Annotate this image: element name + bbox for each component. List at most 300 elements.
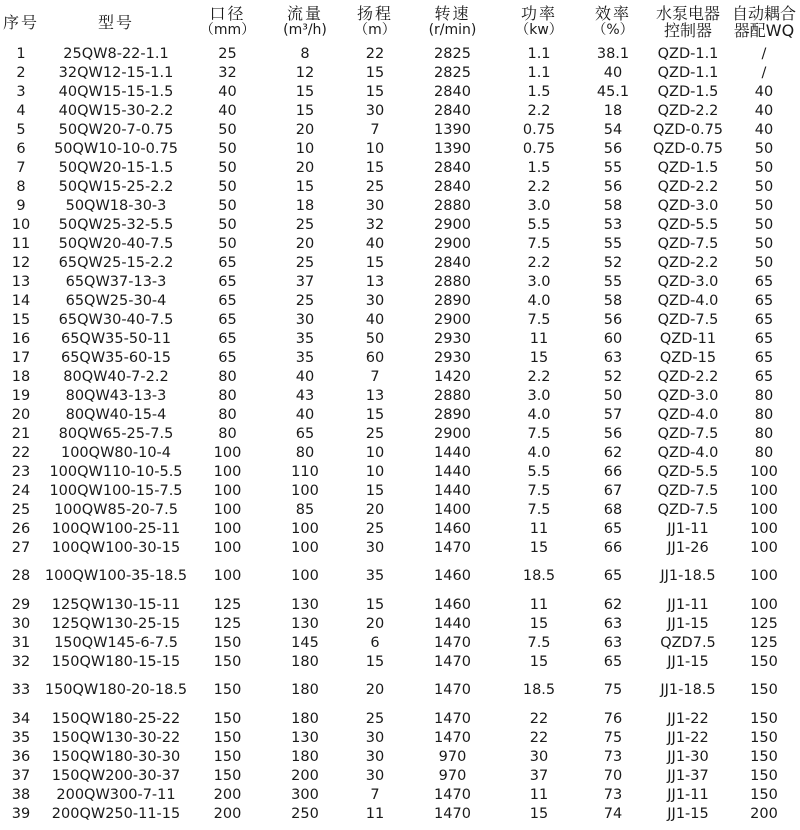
index-cell: 1 bbox=[16, 45, 26, 62]
flow-cell: 130 bbox=[291, 596, 319, 613]
coupling-cell: 65 bbox=[754, 368, 774, 385]
controller-cell: QZD-7.5 bbox=[657, 482, 719, 499]
flow-cell: 37 bbox=[295, 273, 315, 290]
efficiency-cell: 55 bbox=[603, 235, 623, 252]
controller-cell: QZD-2.2 bbox=[657, 368, 719, 385]
power-cell: 3.0 bbox=[527, 197, 551, 214]
index-cell: 33 bbox=[11, 682, 31, 698]
head-cell: 30 bbox=[365, 767, 385, 784]
caliber-cell: 50 bbox=[218, 140, 237, 157]
coupling-cell: 80 bbox=[754, 444, 774, 461]
model-cell: 32QW12-15-1.1 bbox=[58, 64, 174, 81]
caliber-cell: 200 bbox=[213, 805, 242, 822]
flow-cell: 35 bbox=[295, 349, 315, 366]
efficiency-cell: 56 bbox=[603, 178, 623, 195]
speed-cell: 1440 bbox=[434, 463, 471, 480]
speed-cell: 2890 bbox=[434, 406, 471, 423]
power-cell: 7.5 bbox=[527, 501, 551, 518]
index-cell: 29 bbox=[11, 596, 31, 613]
caliber-cell: 65 bbox=[218, 330, 237, 347]
head-cell: 13 bbox=[365, 387, 385, 404]
flow-cell: 20 bbox=[295, 121, 315, 138]
controller-cell: QZD-7.5 bbox=[657, 235, 719, 252]
caliber-cell: 65 bbox=[218, 273, 237, 290]
controller-cell: QZD-7.5 bbox=[657, 425, 719, 442]
model-cell: 40QW15-30-2.2 bbox=[58, 102, 174, 119]
table-row bbox=[0, 747, 800, 766]
controller-cell: QZD-11 bbox=[659, 330, 717, 347]
index-cell: 8 bbox=[16, 178, 26, 195]
head-cell: 7 bbox=[370, 121, 380, 138]
flow-cell: 15 bbox=[295, 102, 315, 119]
caliber-cell: 50 bbox=[218, 216, 237, 233]
col-header-label: 型号 bbox=[97, 12, 134, 32]
col-header-label: 功率 bbox=[520, 4, 557, 23]
head-cell: 25 bbox=[365, 520, 385, 537]
caliber-cell: 25 bbox=[218, 45, 237, 62]
controller-cell: QZD-2.2 bbox=[657, 254, 719, 271]
efficiency-cell: 60 bbox=[603, 330, 623, 347]
table-row bbox=[0, 63, 800, 82]
index-cell: 32 bbox=[11, 653, 31, 670]
efficiency-cell: 65 bbox=[603, 520, 623, 537]
index-cell: 4 bbox=[16, 102, 26, 119]
coupling-cell: 50 bbox=[754, 159, 774, 176]
power-cell: 1.1 bbox=[527, 64, 551, 81]
efficiency-cell: 75 bbox=[603, 682, 623, 698]
table-row bbox=[0, 310, 800, 329]
flow-cell: 10 bbox=[295, 140, 315, 157]
speed-cell: 2930 bbox=[434, 349, 471, 366]
head-cell: 15 bbox=[365, 254, 385, 271]
caliber-cell: 80 bbox=[218, 387, 237, 404]
power-cell: 7.5 bbox=[527, 311, 551, 328]
flow-cell: 20 bbox=[295, 235, 315, 252]
index-cell: 23 bbox=[11, 463, 31, 480]
coupling-cell: 80 bbox=[754, 387, 774, 404]
speed-cell: 2880 bbox=[434, 273, 471, 290]
caliber-cell: 40 bbox=[218, 83, 237, 100]
coupling-cell: 100 bbox=[750, 501, 778, 518]
flow-cell: 40 bbox=[295, 406, 315, 423]
speed-cell: 1440 bbox=[434, 615, 471, 632]
model-cell: 200QW300-7-11 bbox=[56, 786, 176, 803]
head-cell: 40 bbox=[365, 235, 385, 252]
power-cell: 5.5 bbox=[527, 463, 551, 480]
controller-cell: JJ1-26 bbox=[667, 539, 709, 556]
col-header-unit: （m） bbox=[354, 22, 396, 38]
flow-cell: 25 bbox=[295, 292, 315, 309]
caliber-cell: 100 bbox=[213, 444, 242, 461]
coupling-cell: 40 bbox=[754, 102, 774, 119]
controller-cell: QZD7.5 bbox=[660, 634, 716, 651]
model-cell: 65QW25-15-2.2 bbox=[58, 254, 174, 271]
speed-cell: 970 bbox=[438, 748, 467, 765]
flow-cell: 100 bbox=[291, 539, 319, 556]
head-cell: 30 bbox=[365, 102, 385, 119]
caliber-cell: 100 bbox=[213, 520, 242, 537]
speed-cell: 1460 bbox=[434, 596, 471, 613]
model-cell: 125QW130-15-11 bbox=[51, 596, 181, 613]
model-cell: 150QW130-30-22 bbox=[51, 729, 181, 746]
controller-cell: QZD-4.0 bbox=[657, 406, 719, 423]
model-cell: 200QW250-11-15 bbox=[51, 805, 181, 822]
head-cell: 60 bbox=[365, 349, 385, 366]
head-cell: 15 bbox=[365, 596, 385, 613]
controller-cell: QZD-1.1 bbox=[657, 45, 719, 62]
head-cell: 30 bbox=[365, 539, 385, 556]
table-row bbox=[0, 785, 800, 804]
table-row bbox=[0, 272, 800, 291]
head-cell: 15 bbox=[365, 64, 385, 81]
speed-cell: 2840 bbox=[434, 159, 471, 176]
model-cell: 150QW180-20-18.5 bbox=[44, 682, 188, 698]
coupling-cell: 150 bbox=[750, 710, 778, 727]
flow-cell: 180 bbox=[291, 710, 319, 727]
power-cell: 2.2 bbox=[527, 254, 551, 271]
model-cell: 50QW20-15-1.5 bbox=[58, 159, 174, 176]
model-cell: 40QW15-15-1.5 bbox=[58, 83, 174, 100]
coupling-cell: 200 bbox=[750, 805, 778, 822]
caliber-cell: 50 bbox=[218, 235, 237, 252]
efficiency-cell: 54 bbox=[603, 121, 623, 138]
head-cell: 15 bbox=[365, 482, 385, 499]
model-cell: 65QW35-50-11 bbox=[60, 330, 172, 347]
caliber-cell: 150 bbox=[213, 634, 242, 651]
power-cell: 7.5 bbox=[527, 634, 551, 651]
caliber-cell: 100 bbox=[213, 482, 242, 499]
coupling-cell: 100 bbox=[750, 520, 778, 537]
speed-cell: 1470 bbox=[434, 805, 471, 822]
flow-cell: 25 bbox=[295, 254, 315, 271]
speed-cell: 2900 bbox=[434, 425, 471, 442]
coupling-cell: 150 bbox=[750, 748, 778, 765]
controller-cell: QZD-4.0 bbox=[657, 292, 719, 309]
controller-cell: JJ1-30 bbox=[667, 748, 709, 765]
caliber-cell: 200 bbox=[213, 786, 242, 803]
controller-cell: JJ1-11 bbox=[667, 596, 709, 613]
flow-cell: 40 bbox=[295, 368, 315, 385]
col-header-label: 效率 bbox=[594, 4, 631, 23]
speed-cell: 1460 bbox=[434, 520, 471, 537]
efficiency-cell: 65 bbox=[603, 568, 623, 584]
model-cell: 65QW37-13-3 bbox=[65, 273, 167, 290]
power-cell: 15 bbox=[529, 805, 549, 822]
power-cell: 15 bbox=[529, 653, 549, 670]
speed-cell: 2840 bbox=[434, 83, 471, 100]
table-row bbox=[0, 709, 800, 728]
speed-cell: 1470 bbox=[434, 710, 471, 727]
table-row bbox=[0, 519, 800, 538]
speed-cell: 2890 bbox=[434, 292, 471, 309]
power-cell: 18.5 bbox=[522, 568, 556, 584]
speed-cell: 1390 bbox=[434, 121, 471, 138]
caliber-cell: 150 bbox=[213, 767, 242, 784]
flow-cell: 100 bbox=[291, 568, 319, 584]
controller-cell: JJ1-22 bbox=[667, 729, 709, 746]
col-header-label: 序号 bbox=[2, 12, 39, 32]
table-row bbox=[0, 766, 800, 785]
flow-cell: 180 bbox=[291, 682, 319, 698]
power-cell: 4.0 bbox=[527, 406, 551, 423]
table-row bbox=[0, 443, 800, 462]
coupling-cell: 50 bbox=[754, 178, 774, 195]
controller-cell: JJ1-18.5 bbox=[660, 568, 716, 584]
col-header-unit: (m³/h) bbox=[283, 22, 327, 38]
index-cell: 24 bbox=[11, 482, 31, 499]
col-header-efficiency bbox=[578, 0, 648, 44]
index-cell: 17 bbox=[11, 349, 31, 366]
col-header-unit: （%） bbox=[592, 22, 634, 38]
controller-cell: JJ1-15 bbox=[667, 615, 709, 632]
index-cell: 7 bbox=[16, 159, 26, 176]
coupling-cell: 150 bbox=[750, 786, 778, 803]
index-cell: 5 bbox=[16, 121, 26, 138]
model-cell: 25QW8-22-1.1 bbox=[63, 45, 169, 62]
head-cell: 30 bbox=[365, 292, 385, 309]
table-row bbox=[0, 44, 800, 63]
col-header-label: 自动耦合 bbox=[731, 4, 796, 23]
head-cell: 15 bbox=[365, 406, 385, 423]
caliber-cell: 80 bbox=[218, 425, 237, 442]
col-header-speed bbox=[405, 0, 500, 44]
table-row bbox=[0, 424, 800, 443]
flow-cell: 200 bbox=[291, 767, 319, 784]
index-cell: 6 bbox=[16, 140, 26, 157]
speed-cell: 2900 bbox=[434, 311, 471, 328]
table-row bbox=[0, 614, 800, 633]
caliber-cell: 80 bbox=[218, 406, 237, 423]
efficiency-cell: 65 bbox=[603, 653, 623, 670]
flow-cell: 180 bbox=[291, 748, 319, 765]
table-row bbox=[0, 633, 800, 652]
speed-cell: 2900 bbox=[434, 216, 471, 233]
controller-cell: JJ1-11 bbox=[667, 786, 709, 803]
caliber-cell: 150 bbox=[213, 682, 242, 698]
col-header-label: 口径 bbox=[209, 4, 246, 23]
coupling-cell: 65 bbox=[754, 330, 774, 347]
table-row bbox=[0, 215, 800, 234]
col-header-index bbox=[0, 0, 42, 44]
flow-cell: 110 bbox=[291, 463, 319, 480]
efficiency-cell: 45.1 bbox=[596, 83, 630, 100]
controller-cell: JJ1-11 bbox=[667, 520, 709, 537]
index-cell: 3 bbox=[16, 83, 26, 100]
model-cell: 50QW20-7-0.75 bbox=[58, 121, 174, 138]
head-cell: 25 bbox=[365, 178, 385, 195]
efficiency-cell: 74 bbox=[603, 805, 623, 822]
col-header-unit: （mm） bbox=[199, 22, 256, 38]
controller-cell: QZD-5.5 bbox=[657, 463, 719, 480]
caliber-cell: 50 bbox=[218, 178, 237, 195]
controller-cell: JJ1-18.5 bbox=[660, 682, 716, 698]
model-cell: 65QW35-60-15 bbox=[60, 349, 172, 366]
caliber-cell: 32 bbox=[218, 64, 237, 81]
speed-cell: 2880 bbox=[434, 387, 471, 404]
speed-cell: 1470 bbox=[434, 653, 471, 670]
model-cell: 150QW200-30-37 bbox=[51, 767, 181, 784]
efficiency-cell: 62 bbox=[603, 444, 623, 461]
flow-cell: 12 bbox=[295, 64, 315, 81]
caliber-cell: 125 bbox=[213, 596, 242, 613]
controller-cell: QZD-1.5 bbox=[657, 83, 719, 100]
model-cell: 50QW15-25-2.2 bbox=[58, 178, 174, 195]
head-cell: 40 bbox=[365, 311, 385, 328]
speed-cell: 1470 bbox=[434, 786, 471, 803]
col-header-unit: （kw） bbox=[515, 22, 563, 38]
head-cell: 10 bbox=[365, 444, 385, 461]
head-cell: 15 bbox=[365, 83, 385, 100]
model-cell: 100QW100-15-7.5 bbox=[49, 482, 183, 499]
col-header-caliber bbox=[190, 0, 265, 44]
coupling-cell: 100 bbox=[750, 568, 778, 584]
model-cell: 80QW43-13-3 bbox=[65, 387, 167, 404]
speed-cell: 2840 bbox=[434, 254, 471, 271]
coupling-cell: 80 bbox=[754, 406, 774, 423]
power-cell: 11 bbox=[529, 786, 549, 803]
controller-cell: QZD-3.0 bbox=[657, 273, 719, 290]
efficiency-cell: 56 bbox=[603, 311, 623, 328]
flow-cell: 18 bbox=[295, 197, 315, 214]
caliber-cell: 50 bbox=[218, 197, 237, 214]
speed-cell: 2880 bbox=[434, 197, 471, 214]
table-row bbox=[0, 291, 800, 310]
efficiency-cell: 73 bbox=[603, 748, 623, 765]
coupling-cell: 50 bbox=[754, 197, 774, 214]
table-row bbox=[0, 481, 800, 500]
efficiency-cell: 55 bbox=[603, 159, 623, 176]
table-row bbox=[0, 462, 800, 481]
index-cell: 21 bbox=[11, 425, 31, 442]
index-cell: 37 bbox=[11, 767, 31, 784]
table-row bbox=[0, 158, 800, 177]
efficiency-cell: 57 bbox=[603, 406, 623, 423]
flow-cell: 25 bbox=[295, 216, 315, 233]
flow-cell: 8 bbox=[300, 45, 310, 62]
efficiency-cell: 52 bbox=[603, 368, 623, 385]
table-row bbox=[0, 367, 800, 386]
controller-cell: JJ1-37 bbox=[667, 767, 709, 784]
coupling-cell: 150 bbox=[750, 653, 778, 670]
controller-cell: JJ1-22 bbox=[667, 710, 709, 727]
table-row bbox=[0, 253, 800, 272]
table-row bbox=[0, 728, 800, 747]
caliber-cell: 65 bbox=[218, 292, 237, 309]
efficiency-cell: 62 bbox=[603, 596, 623, 613]
flow-cell: 43 bbox=[295, 387, 315, 404]
head-cell: 10 bbox=[365, 140, 385, 157]
flow-cell: 20 bbox=[295, 159, 315, 176]
head-cell: 20 bbox=[365, 682, 385, 698]
index-cell: 9 bbox=[16, 197, 26, 214]
controller-cell: JJ1-15 bbox=[667, 805, 709, 822]
efficiency-cell: 56 bbox=[603, 425, 623, 442]
model-cell: 50QW10-10-0.75 bbox=[54, 140, 178, 157]
efficiency-cell: 66 bbox=[603, 463, 623, 480]
coupling-cell: 50 bbox=[754, 254, 774, 271]
power-cell: 3.0 bbox=[527, 273, 551, 290]
index-cell: 20 bbox=[11, 406, 31, 423]
flow-cell: 30 bbox=[295, 311, 315, 328]
coupling-cell: 100 bbox=[750, 596, 778, 613]
model-cell: 80QW40-7-2.2 bbox=[63, 368, 169, 385]
caliber-cell: 100 bbox=[213, 501, 242, 518]
index-cell: 2 bbox=[16, 64, 26, 81]
efficiency-cell: 56 bbox=[603, 140, 623, 157]
controller-cell: QZD-3.0 bbox=[657, 197, 719, 214]
col-header-flow bbox=[265, 0, 345, 44]
power-cell: 1.5 bbox=[527, 159, 551, 176]
controller-cell: QZD-4.0 bbox=[657, 444, 719, 461]
index-cell: 28 bbox=[11, 568, 31, 584]
caliber-cell: 150 bbox=[213, 729, 242, 746]
col-header-label: 流量 bbox=[286, 4, 323, 23]
speed-cell: 1470 bbox=[434, 634, 471, 651]
col-header-unit: 控制器 bbox=[663, 21, 712, 40]
coupling-cell: 65 bbox=[754, 349, 774, 366]
col-header-head bbox=[345, 0, 405, 44]
model-cell: 150QW145-6-7.5 bbox=[54, 634, 178, 651]
index-cell: 34 bbox=[11, 710, 31, 727]
caliber-cell: 150 bbox=[213, 748, 242, 765]
controller-cell: QZD-15 bbox=[659, 349, 717, 366]
model-cell: 100QW100-30-15 bbox=[51, 539, 181, 556]
coupling-cell: / bbox=[761, 64, 767, 81]
speed-cell: 2900 bbox=[434, 235, 471, 252]
power-cell: 22 bbox=[529, 710, 549, 727]
speed-cell: 2840 bbox=[434, 178, 471, 195]
efficiency-cell: 76 bbox=[603, 710, 623, 727]
efficiency-cell: 63 bbox=[603, 349, 623, 366]
caliber-cell: 125 bbox=[213, 615, 242, 632]
speed-cell: 1470 bbox=[434, 729, 471, 746]
head-cell: 7 bbox=[370, 368, 380, 385]
speed-cell: 1460 bbox=[434, 568, 471, 584]
col-header-controller bbox=[648, 0, 728, 44]
model-cell: 100QW110-10-5.5 bbox=[49, 463, 183, 480]
coupling-cell: 125 bbox=[750, 615, 778, 632]
coupling-cell: 65 bbox=[754, 311, 774, 328]
model-cell: 100QW85-20-7.5 bbox=[54, 501, 178, 518]
index-cell: 27 bbox=[11, 539, 31, 556]
power-cell: 37 bbox=[529, 767, 549, 784]
power-cell: 0.75 bbox=[522, 140, 556, 157]
power-cell: 7.5 bbox=[527, 425, 551, 442]
table-row bbox=[0, 671, 800, 709]
table-row bbox=[0, 538, 800, 557]
coupling-cell: 65 bbox=[754, 292, 774, 309]
table-body bbox=[0, 44, 800, 823]
efficiency-cell: 40 bbox=[603, 64, 623, 81]
power-cell: 4.0 bbox=[527, 292, 551, 309]
power-cell: 2.2 bbox=[527, 178, 551, 195]
power-cell: 5.5 bbox=[527, 216, 551, 233]
efficiency-cell: 53 bbox=[603, 216, 623, 233]
flow-cell: 180 bbox=[291, 653, 319, 670]
coupling-cell: 80 bbox=[754, 425, 774, 442]
flow-cell: 100 bbox=[291, 482, 319, 499]
efficiency-cell: 58 bbox=[603, 292, 623, 309]
model-cell: 125QW130-25-15 bbox=[51, 615, 181, 632]
head-cell: 15 bbox=[365, 653, 385, 670]
table-row bbox=[0, 82, 800, 101]
speed-cell: 1470 bbox=[434, 539, 471, 556]
controller-cell: QZD-0.75 bbox=[652, 121, 724, 138]
coupling-cell: 100 bbox=[750, 463, 778, 480]
coupling-cell: 50 bbox=[754, 216, 774, 233]
table-row bbox=[0, 234, 800, 253]
model-cell: 150QW180-15-15 bbox=[51, 653, 181, 670]
